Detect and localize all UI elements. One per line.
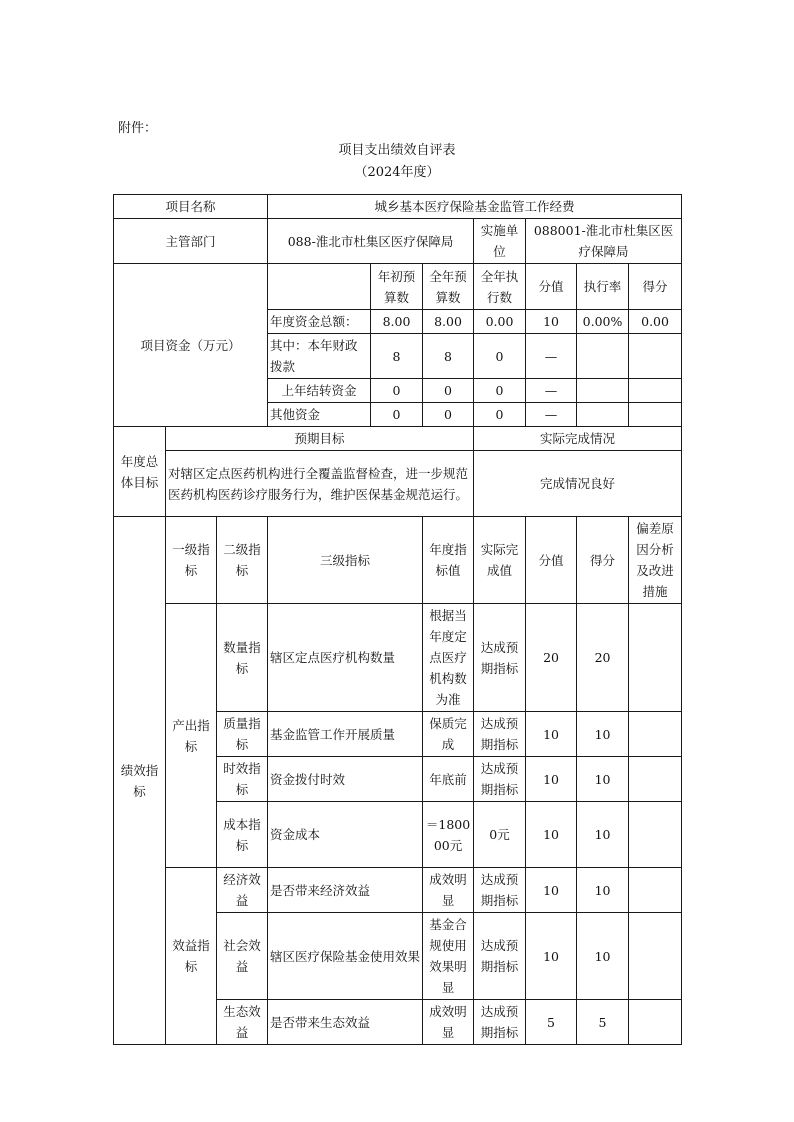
row-project-name (114, 195, 682, 219)
perf-score: 5 (526, 1000, 577, 1045)
perf-target: 基金合规使用效果明显 (423, 913, 474, 1000)
perf-actual: 达成预期指标 (474, 913, 526, 1000)
funds-cell (629, 379, 682, 403)
funds-cell (577, 334, 629, 379)
perf-got: 10 (577, 802, 629, 868)
perf-got: 10 (577, 757, 629, 802)
funds-cell: 8 (423, 334, 474, 379)
perf-l2: 时效指标 (217, 757, 268, 802)
perf-note (629, 913, 682, 1000)
funds-col-1: 全年预算数 (423, 264, 474, 310)
perf-got: 10 (577, 712, 629, 757)
perf-actual: 达成预期指标 (474, 757, 526, 802)
funds-cell: 8.00 (371, 310, 423, 334)
funds-cell (577, 379, 629, 403)
attachment-label: 附件： (118, 121, 158, 136)
perf-l3: 资金拨付时效 (268, 757, 423, 802)
impl-label: 实施单位 (474, 219, 526, 264)
row-goal-header (114, 427, 682, 451)
goal-label: 年度总体目标 (114, 427, 166, 517)
perf-l2: 经济效益 (217, 868, 268, 913)
perf-header-cell: 二级指标 (217, 517, 268, 604)
perf-target: 根据当年度定点医疗机构数为准 (423, 604, 474, 712)
funds-row-name: 其中：本年财政拨款 (268, 334, 371, 379)
funds-label: 项目资金（万元） (114, 264, 268, 427)
perf-target: 成效明显 (423, 1000, 474, 1045)
funds-cell: — (526, 379, 577, 403)
self-evaluation-table (113, 194, 682, 1045)
page-subtitle-year: （2024年度） (354, 165, 440, 180)
row-funds-header (114, 264, 682, 310)
perf-l2: 社会效益 (217, 913, 268, 1000)
perf-score: 10 (526, 802, 577, 868)
perf-note (629, 802, 682, 868)
funds-col-5: 得分 (629, 264, 682, 310)
perf-score: 10 (526, 712, 577, 757)
perf-score: 10 (526, 913, 577, 1000)
perf-actual: 达成预期指标 (474, 1000, 526, 1045)
funds-row-name: 上年结转资金 (268, 379, 371, 403)
perf-l2: 质量指标 (217, 712, 268, 757)
funds-cell (629, 334, 682, 379)
perf-target: 年底前 (423, 757, 474, 802)
funds-col-3: 分值 (526, 264, 577, 310)
perf-header-cell: 实际完成值 (474, 517, 526, 604)
perf-header-cell: 年度指标值 (423, 517, 474, 604)
perf-got: 10 (577, 868, 629, 913)
goal-expected-text: 对辖区定点医药机构进行全覆盖监督检查，进一步规范医药机构医药诊疗服务行为，维护医保基金规范运行。 (166, 451, 474, 517)
goal-actual-text: 完成情况良好 (474, 451, 682, 517)
row-department (114, 219, 682, 264)
funds-col-2: 全年执行数 (474, 264, 526, 310)
funds-cell: 0 (423, 379, 474, 403)
perf-actual: 达成预期指标 (474, 604, 526, 712)
funds-cell: 0.00% (577, 310, 629, 334)
perf-l3: 资金成本 (268, 802, 423, 868)
funds-cell: 0 (423, 403, 474, 427)
perf-target: 成效明显 (423, 868, 474, 913)
perf-header-cell: 得分 (577, 517, 629, 604)
project-name-label: 项目名称 (114, 195, 268, 219)
perf-actual: 达成预期指标 (474, 868, 526, 913)
perf-header-cell: 三级指标 (268, 517, 423, 604)
perf-note (629, 712, 682, 757)
goal-actual-label: 实际完成情况 (474, 427, 682, 451)
row-benefit-economic (114, 868, 682, 913)
dept-label: 主管部门 (114, 219, 268, 264)
perf-actual: 达成预期指标 (474, 712, 526, 757)
perf-got: 10 (577, 913, 629, 1000)
benefit-label: 效益指标 (166, 868, 217, 1045)
perf-header-cell: 分值 (526, 517, 577, 604)
funds-cell: 8 (371, 334, 423, 379)
perf-l2: 生态效益 (217, 1000, 268, 1045)
perf-l3: 辖区定点医疗机构数量 (268, 604, 423, 712)
funds-row-name: 其他资金 (268, 403, 371, 427)
funds-cell: — (526, 334, 577, 379)
funds-cell: 0 (371, 403, 423, 427)
perf-l2: 数量指标 (217, 604, 268, 712)
perf-l2: 成本指标 (217, 802, 268, 868)
funds-cell: 8.00 (423, 310, 474, 334)
funds-blank-header (268, 264, 371, 310)
funds-row-name: 年度资金总额： (268, 310, 371, 334)
perf-l3: 基金监管工作开展质量 (268, 712, 423, 757)
perf-note (629, 604, 682, 712)
row-output-quantity (114, 604, 682, 712)
perf-note (629, 757, 682, 802)
perf-got: 20 (577, 604, 629, 712)
perf-header-cell: 一级指标 (166, 517, 217, 604)
perf-score: 10 (526, 868, 577, 913)
goal-expected-label: 预期目标 (166, 427, 474, 451)
page-title: 项目支出绩效自评表 (338, 143, 456, 158)
perf-got: 5 (577, 1000, 629, 1045)
funds-cell: 0 (474, 379, 526, 403)
row-perf-header (114, 517, 682, 604)
dept-value: 088-淮北市杜集区医疗保障局 (268, 219, 474, 264)
perf-l3: 辖区医疗保险基金使用效果 (268, 913, 423, 1000)
funds-cell: 0.00 (474, 310, 526, 334)
funds-cell (577, 403, 629, 427)
perf-l3: 是否带来经济效益 (268, 868, 423, 913)
perf-target: 保质完成 (423, 712, 474, 757)
output-label: 产出指标 (166, 604, 217, 868)
funds-cell: 0 (474, 403, 526, 427)
perf-label: 绩效指标 (114, 517, 166, 1045)
perf-actual: 0元 (474, 802, 526, 868)
project-name-value: 城乡基本医疗保险基金监管工作经费 (268, 195, 682, 219)
perf-score: 20 (526, 604, 577, 712)
perf-l3: 是否带来生态效益 (268, 1000, 423, 1045)
funds-cell: — (526, 403, 577, 427)
funds-cell: 0 (474, 334, 526, 379)
perf-note (629, 868, 682, 913)
funds-col-0: 年初预算数 (371, 264, 423, 310)
perf-note (629, 1000, 682, 1045)
perf-header-cell: 偏差原因分析及改进措施 (629, 517, 682, 604)
impl-value: 088001-淮北市杜集区医疗保障局 (526, 219, 682, 264)
row-goal-content (114, 451, 682, 517)
perf-target: ＝180000元 (423, 802, 474, 868)
funds-col-4: 执行率 (577, 264, 629, 310)
funds-cell (629, 403, 682, 427)
perf-score: 10 (526, 757, 577, 802)
funds-cell: 0 (371, 379, 423, 403)
funds-cell: 0.00 (629, 310, 682, 334)
funds-cell: 10 (526, 310, 577, 334)
